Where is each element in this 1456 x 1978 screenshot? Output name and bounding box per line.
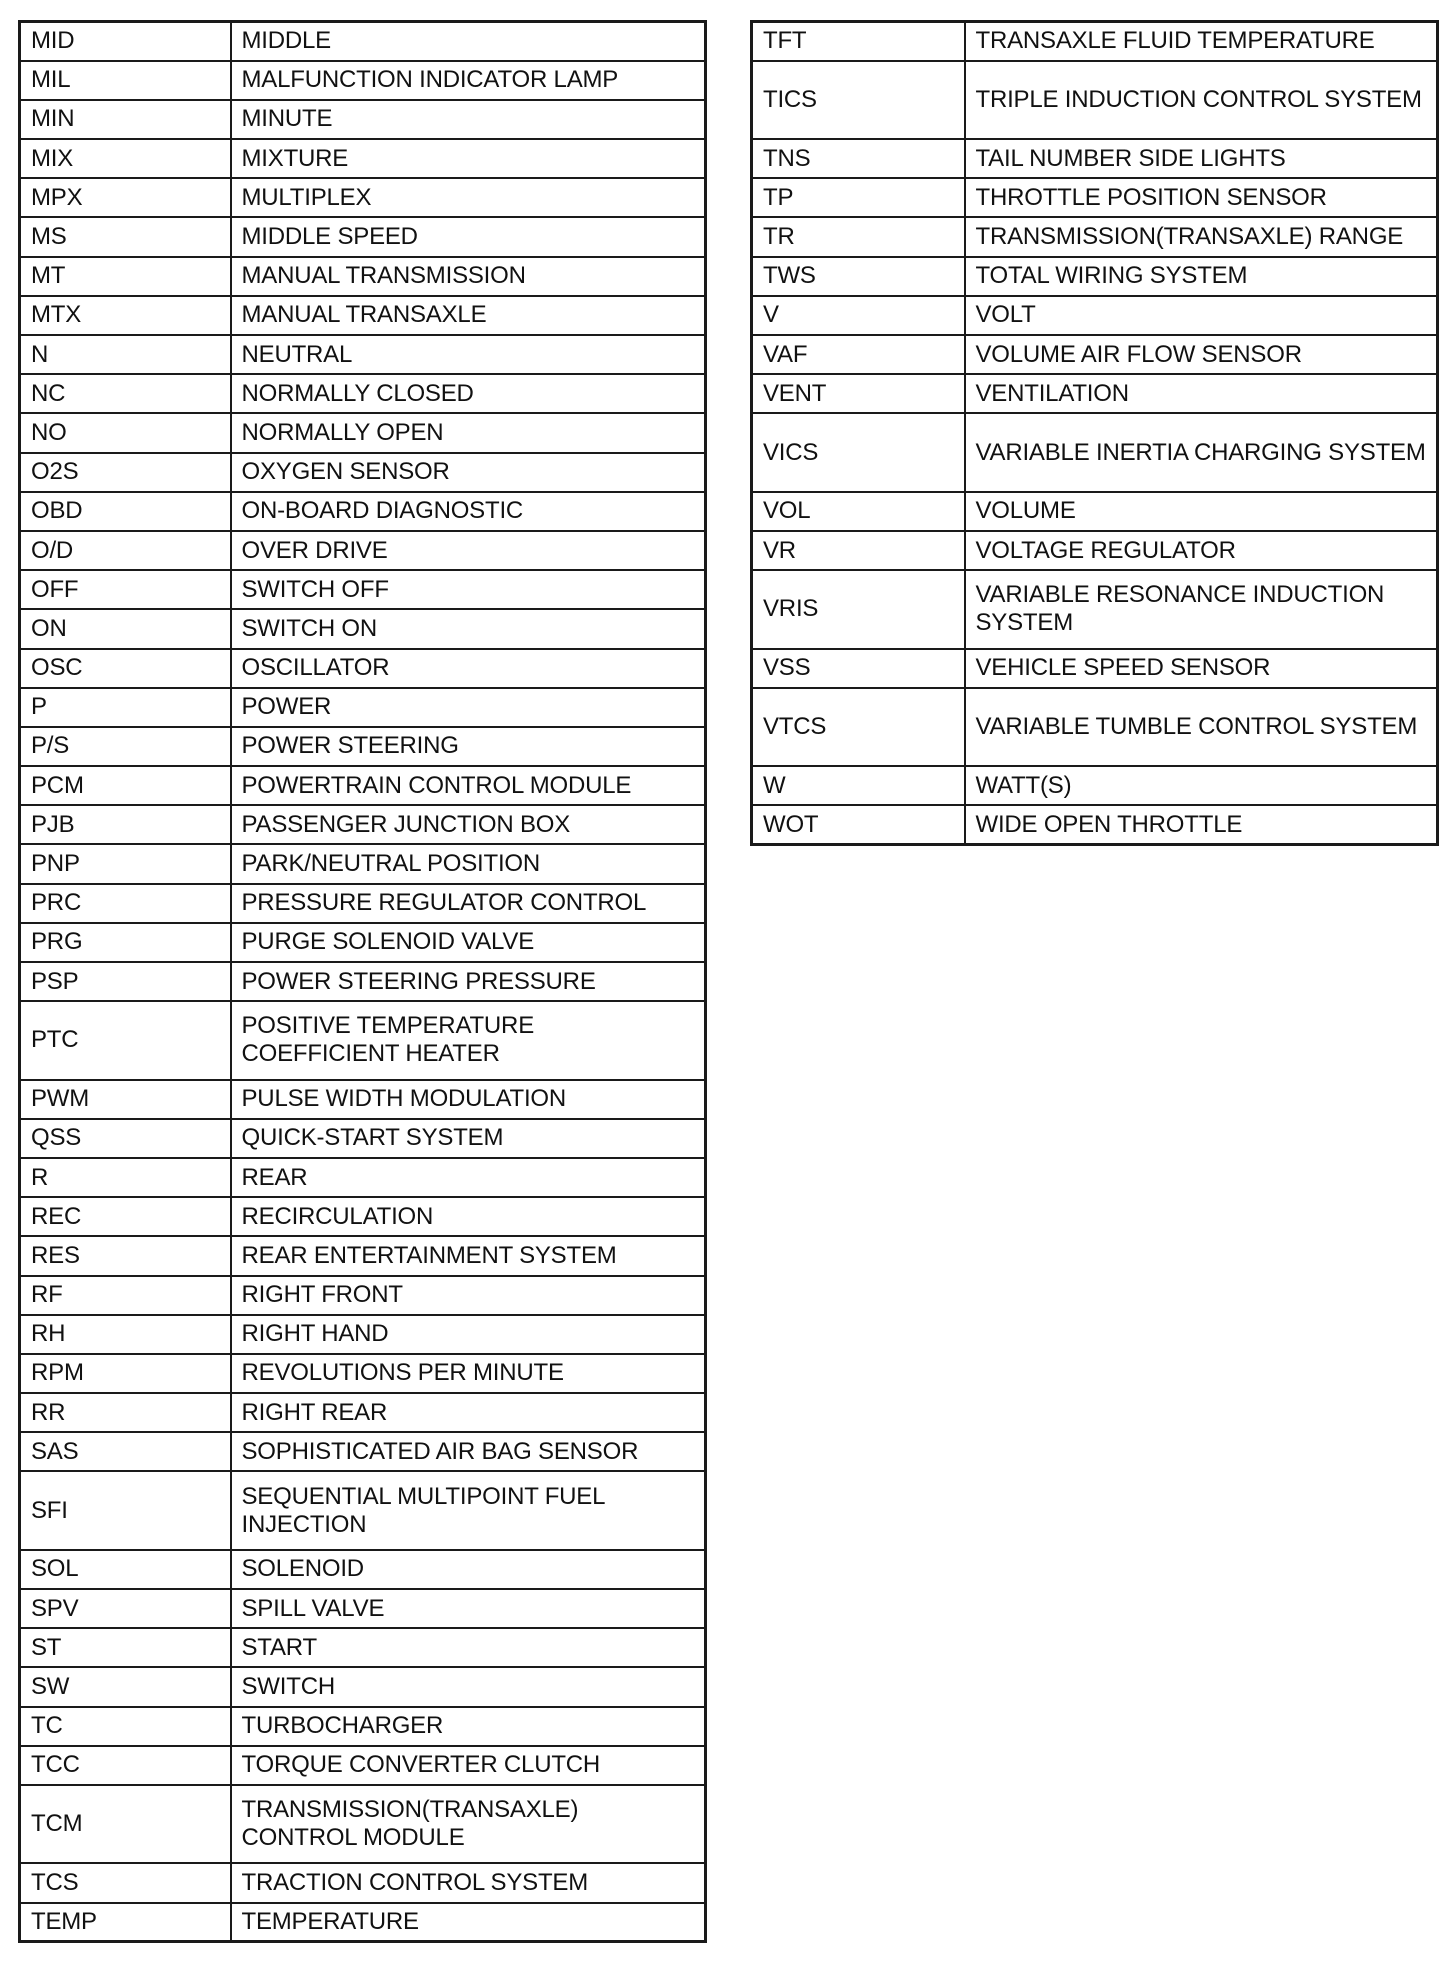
table-row — [20, 1158, 706, 1197]
abbreviation-meaning: REAR — [231, 1158, 706, 1197]
abbreviation-meaning: VOLUME AIR FLOW SENSOR — [965, 335, 1438, 374]
table-row — [20, 805, 706, 844]
table-row — [20, 688, 706, 727]
abbreviation-meaning: PURGE SOLENOID VALVE — [231, 923, 706, 962]
abbreviation-code: RF — [20, 1276, 231, 1315]
abbreviation-code: VAF — [752, 335, 965, 374]
abbreviation-meaning: REAR ENTERTAINMENT SYSTEM — [231, 1236, 706, 1275]
table-row — [20, 100, 706, 139]
abbreviation-code: VICS — [752, 413, 965, 491]
abbreviation-meaning: POWER STEERING — [231, 727, 706, 766]
table-row — [20, 1432, 706, 1471]
table-row — [20, 1589, 706, 1628]
table-row — [20, 374, 706, 413]
abbreviation-meaning: TAIL NUMBER SIDE LIGHTS — [965, 139, 1438, 178]
abbreviation-meaning: TRANSAXLE FLUID TEMPERATURE — [965, 22, 1438, 61]
table-row — [20, 962, 706, 1001]
table-row — [752, 139, 1438, 178]
abbreviation-meaning: SWITCH — [231, 1667, 706, 1706]
table-row — [20, 570, 706, 609]
table-row — [752, 766, 1438, 805]
abbreviation-table-left-body — [20, 22, 706, 1942]
table-row — [20, 844, 706, 883]
table-row — [752, 257, 1438, 296]
abbreviation-code: N — [20, 335, 231, 374]
abbreviation-meaning: ON-BOARD DIAGNOSTIC — [231, 492, 706, 531]
abbreviation-code: PJB — [20, 805, 231, 844]
table-row — [20, 1785, 706, 1863]
abbreviation-code: OSC — [20, 649, 231, 688]
abbreviation-code: MIX — [20, 139, 231, 178]
table-row — [20, 727, 706, 766]
abbreviation-code: VOL — [752, 492, 965, 531]
abbreviation-meaning: POWERTRAIN CONTROL MODULE — [231, 766, 706, 805]
table-row — [20, 1119, 706, 1158]
abbreviation-meaning: MANUAL TRANSMISSION — [231, 257, 706, 296]
abbreviation-code: PRG — [20, 923, 231, 962]
abbreviation-code: PWM — [20, 1080, 231, 1119]
table-row — [752, 335, 1438, 374]
abbreviation-code: TCM — [20, 1785, 231, 1863]
table-row — [20, 1550, 706, 1589]
abbreviation-meaning: TRIPLE INDUCTION CONTROL SYSTEM — [965, 61, 1438, 139]
abbreviation-code: PSP — [20, 962, 231, 1001]
table-row — [20, 413, 706, 452]
table-row — [752, 492, 1438, 531]
abbreviation-code: SOL — [20, 1550, 231, 1589]
abbreviation-meaning: VARIABLE TUMBLE CONTROL SYSTEM — [965, 688, 1438, 766]
table-row — [20, 609, 706, 648]
table-row — [752, 374, 1438, 413]
table-row — [20, 531, 706, 570]
abbreviation-code: SFI — [20, 1471, 231, 1549]
table-row — [20, 1746, 706, 1785]
table-row — [752, 570, 1438, 648]
abbreviation-code: W — [752, 766, 965, 805]
abbreviation-meaning: PRESSURE REGULATOR CONTROL — [231, 884, 706, 923]
abbreviation-code: SW — [20, 1667, 231, 1706]
abbreviation-meaning: VEHICLE SPEED SENSOR — [965, 649, 1438, 688]
abbreviation-code: REC — [20, 1197, 231, 1236]
abbreviation-meaning: MIXTURE — [231, 139, 706, 178]
table-row — [20, 649, 706, 688]
abbreviation-meaning: VARIABLE INERTIA CHARGING SYSTEM — [965, 413, 1438, 491]
table-row — [20, 296, 706, 335]
abbreviation-table-right — [750, 20, 1439, 846]
table-row — [20, 1628, 706, 1667]
abbreviation-meaning: TRANSMISSION(TRANSAXLE) RANGE — [965, 217, 1438, 256]
abbreviation-code: WOT — [752, 805, 965, 844]
table-row — [20, 492, 706, 531]
table-row — [20, 22, 706, 61]
abbreviation-meaning: OXYGEN SENSOR — [231, 453, 706, 492]
abbreviation-meaning: TORQUE CONVERTER CLUTCH — [231, 1746, 706, 1785]
abbreviation-code: PCM — [20, 766, 231, 805]
table-row — [20, 257, 706, 296]
table-row — [752, 22, 1438, 61]
abbreviation-code: RES — [20, 1236, 231, 1275]
abbreviation-meaning: POWER STEERING PRESSURE — [231, 962, 706, 1001]
abbreviation-code: TP — [752, 178, 965, 217]
abbreviation-code: RPM — [20, 1354, 231, 1393]
abbreviation-meaning: VOLUME — [965, 492, 1438, 531]
abbreviation-meaning: NORMALLY OPEN — [231, 413, 706, 452]
abbreviation-code: NC — [20, 374, 231, 413]
abbreviation-meaning: RIGHT REAR — [231, 1393, 706, 1432]
abbreviation-code: NO — [20, 413, 231, 452]
abbreviation-code: VSS — [752, 649, 965, 688]
abbreviation-meaning: SEQUENTIAL MULTIPOINT FUEL INJECTION — [231, 1471, 706, 1549]
abbreviation-code: P — [20, 688, 231, 727]
abbreviation-meaning: POSITIVE TEMPERATURE COEFFICIENT HEATER — [231, 1001, 706, 1079]
abbreviation-code: V — [752, 296, 965, 335]
abbreviation-meaning: TRACTION CONTROL SYSTEM — [231, 1863, 706, 1902]
table-row — [20, 1197, 706, 1236]
table-row — [752, 61, 1438, 139]
table-row — [752, 413, 1438, 491]
table-row — [20, 923, 706, 962]
abbreviation-code: TNS — [752, 139, 965, 178]
abbreviation-code: OFF — [20, 570, 231, 609]
abbreviation-meaning: MALFUNCTION INDICATOR LAMP — [231, 61, 706, 100]
abbreviation-meaning: PARK/NEUTRAL POSITION — [231, 844, 706, 883]
abbreviation-code: MS — [20, 217, 231, 256]
abbreviation-meaning: NEUTRAL — [231, 335, 706, 374]
abbreviation-meaning: THROTTLE POSITION SENSOR — [965, 178, 1438, 217]
abbreviation-meaning: TEMPERATURE — [231, 1903, 706, 1942]
abbreviation-meaning: VOLT — [965, 296, 1438, 335]
abbreviation-meaning: MIDDLE SPEED — [231, 217, 706, 256]
abbreviation-code: MTX — [20, 296, 231, 335]
abbreviation-code: MT — [20, 257, 231, 296]
abbreviation-code: VTCS — [752, 688, 965, 766]
abbreviation-code: QSS — [20, 1119, 231, 1158]
table-row — [752, 805, 1438, 844]
abbreviation-code: TICS — [752, 61, 965, 139]
table-row — [20, 1471, 706, 1549]
abbreviation-code: MIN — [20, 100, 231, 139]
abbreviation-meaning: REVOLUTIONS PER MINUTE — [231, 1354, 706, 1393]
abbreviation-code: TC — [20, 1707, 231, 1746]
table-row — [20, 1315, 706, 1354]
abbreviation-meaning: SPILL VALVE — [231, 1589, 706, 1628]
table-row — [20, 1080, 706, 1119]
abbreviation-meaning: MIDDLE — [231, 22, 706, 61]
abbreviation-code: SAS — [20, 1432, 231, 1471]
abbreviation-code: MIL — [20, 61, 231, 100]
abbreviation-meaning: RIGHT FRONT — [231, 1276, 706, 1315]
abbreviation-meaning: VOLTAGE REGULATOR — [965, 531, 1438, 570]
table-row — [20, 1903, 706, 1942]
abbreviation-code: ON — [20, 609, 231, 648]
table-row — [20, 1707, 706, 1746]
abbreviation-code: MPX — [20, 178, 231, 217]
abbreviation-meaning: TRANSMISSION(TRANSAXLE) CONTROL MODULE — [231, 1785, 706, 1863]
abbreviation-meaning: VENTILATION — [965, 374, 1438, 413]
abbreviation-code: TWS — [752, 257, 965, 296]
table-row — [752, 217, 1438, 256]
abbreviation-code: PNP — [20, 844, 231, 883]
abbreviation-code: VENT — [752, 374, 965, 413]
abbreviation-meaning: QUICK-START SYSTEM — [231, 1119, 706, 1158]
abbreviation-meaning: OSCILLATOR — [231, 649, 706, 688]
abbreviation-code: PRC — [20, 884, 231, 923]
table-row — [752, 531, 1438, 570]
table-row — [20, 453, 706, 492]
abbreviation-meaning: MINUTE — [231, 100, 706, 139]
abbreviation-meaning: START — [231, 1628, 706, 1667]
table-row — [20, 884, 706, 923]
abbreviation-meaning: NORMALLY CLOSED — [231, 374, 706, 413]
abbreviation-code: RR — [20, 1393, 231, 1432]
abbreviation-meaning: PULSE WIDTH MODULATION — [231, 1080, 706, 1119]
abbreviation-table-left — [18, 20, 707, 1943]
abbreviation-meaning: VARIABLE RESONANCE INDUCTION SYSTEM — [965, 570, 1438, 648]
table-row — [20, 1667, 706, 1706]
abbreviation-meaning: PASSENGER JUNCTION BOX — [231, 805, 706, 844]
abbreviation-code: TCS — [20, 1863, 231, 1902]
abbreviation-code: R — [20, 1158, 231, 1197]
abbreviation-code: PTC — [20, 1001, 231, 1079]
table-row — [20, 1393, 706, 1432]
table-row — [752, 688, 1438, 766]
table-row — [20, 766, 706, 805]
abbreviation-meaning: MANUAL TRANSAXLE — [231, 296, 706, 335]
abbreviation-code: TCC — [20, 1746, 231, 1785]
abbreviation-code: MID — [20, 22, 231, 61]
abbreviation-code: TEMP — [20, 1903, 231, 1942]
abbreviation-meaning: OVER DRIVE — [231, 531, 706, 570]
table-row — [20, 139, 706, 178]
abbreviation-table-right-body — [752, 22, 1438, 845]
table-row — [20, 61, 706, 100]
abbreviation-code: O/D — [20, 531, 231, 570]
abbreviation-meaning: SOLENOID — [231, 1550, 706, 1589]
table-row — [20, 217, 706, 256]
table-row — [20, 1276, 706, 1315]
abbreviation-meaning: TURBOCHARGER — [231, 1707, 706, 1746]
abbreviation-code: TR — [752, 217, 965, 256]
abbreviation-code: OBD — [20, 492, 231, 531]
abbreviation-meaning: SOPHISTICATED AIR BAG SENSOR — [231, 1432, 706, 1471]
table-row — [752, 649, 1438, 688]
abbreviation-meaning: RECIRCULATION — [231, 1197, 706, 1236]
table-row — [20, 1001, 706, 1079]
abbreviation-meaning: TOTAL WIRING SYSTEM — [965, 257, 1438, 296]
abbreviation-code: ST — [20, 1628, 231, 1667]
abbreviation-code: RH — [20, 1315, 231, 1354]
abbreviation-code: O2S — [20, 453, 231, 492]
abbreviation-meaning: WATT(S) — [965, 766, 1438, 805]
abbreviation-meaning: SWITCH ON — [231, 609, 706, 648]
table-row — [752, 178, 1438, 217]
abbreviation-code: TFT — [752, 22, 965, 61]
abbreviation-meaning: SWITCH OFF — [231, 570, 706, 609]
abbreviation-code: SPV — [20, 1589, 231, 1628]
abbreviation-meaning: POWER — [231, 688, 706, 727]
abbreviation-code: VR — [752, 531, 965, 570]
abbreviation-meaning: WIDE OPEN THROTTLE — [965, 805, 1438, 844]
abbreviation-code: P/S — [20, 727, 231, 766]
abbreviation-meaning: RIGHT HAND — [231, 1315, 706, 1354]
table-row — [20, 1236, 706, 1275]
table-row — [752, 296, 1438, 335]
table-row — [20, 1863, 706, 1902]
abbreviation-code: VRIS — [752, 570, 965, 648]
abbreviation-meaning: MULTIPLEX — [231, 178, 706, 217]
table-row — [20, 335, 706, 374]
table-row — [20, 178, 706, 217]
table-row — [20, 1354, 706, 1393]
